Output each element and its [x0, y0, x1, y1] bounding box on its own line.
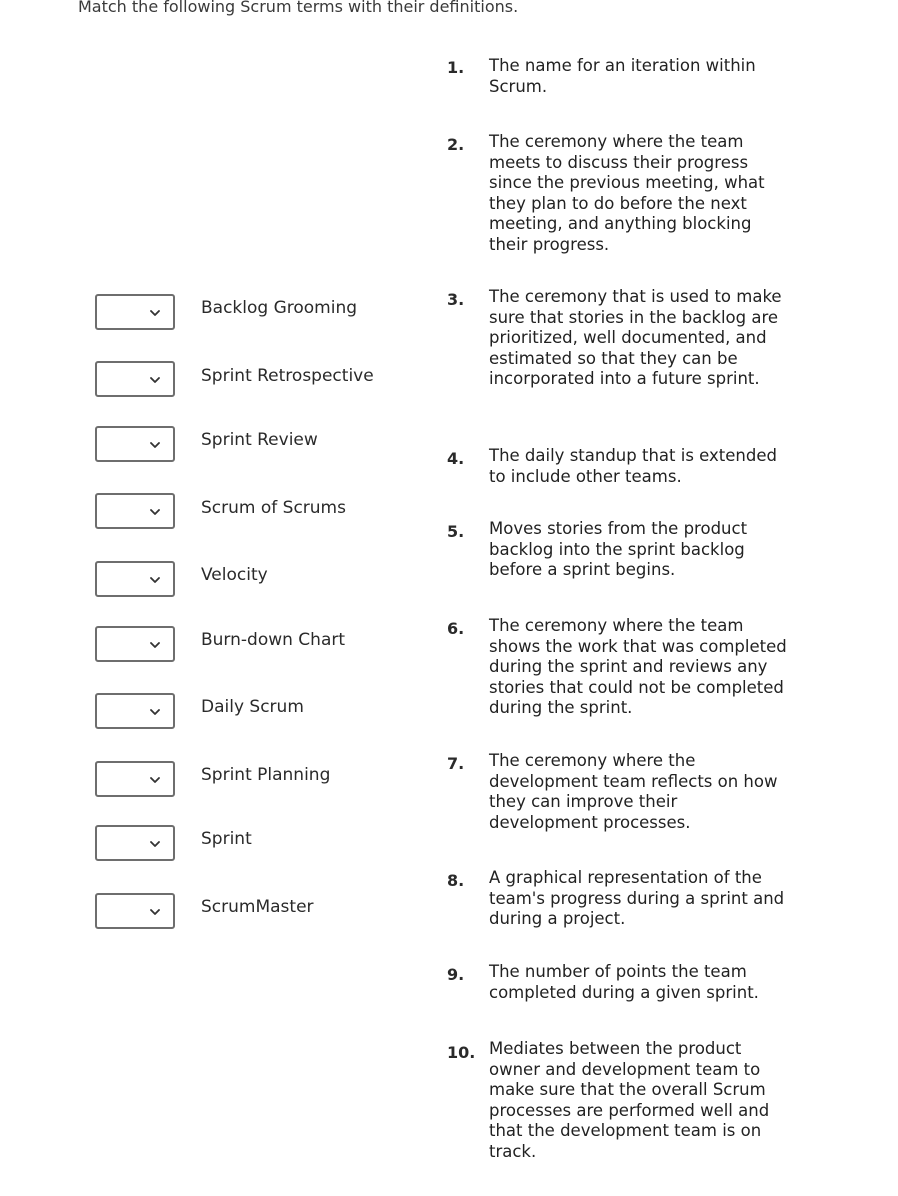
- term-label: Sprint Review: [201, 430, 318, 450]
- chevron-down-icon: [150, 377, 160, 383]
- definition-number: 10.: [447, 1043, 476, 1062]
- term-label: Sprint Retrospective: [201, 366, 374, 386]
- definition-number: 7.: [447, 754, 465, 773]
- definition-number: 5.: [447, 522, 465, 541]
- definition-number: 4.: [447, 449, 465, 468]
- term-label: Backlog Grooming: [201, 298, 358, 318]
- definition-text: The name for an iteration within Scrum.: [489, 56, 756, 96]
- definition-number: 6.: [447, 619, 465, 638]
- definition-text: The ceremony where the team shows the work that was completed during the sprint and reviews any stories that could not be completed during the sprint.: [489, 616, 787, 717]
- definition-text: The ceremony that is used to make sure that stories in the backlog are prioritized, well documented, and estimated so that they can be incorporated into a future sprint.: [489, 287, 782, 388]
- definition-text: The ceremony where the team meets to discuss their progress since the previous meeting, what they plan to do before the next meeting, and anything blocking their progress.: [489, 132, 765, 254]
- match-select-daily-scrum[interactable]: [95, 693, 175, 729]
- match-select-burn-down-chart[interactable]: [95, 626, 175, 662]
- definition-text: The daily standup that is extended to include other teams.: [489, 446, 777, 486]
- definition-text: The ceremony where the development team reflects on how they can improve their development processes.: [489, 751, 778, 832]
- chevron-down-icon: [150, 509, 160, 515]
- match-select-backlog-grooming[interactable]: [95, 294, 175, 330]
- definition-number: 3.: [447, 290, 465, 309]
- match-select-sprint-retrospective[interactable]: [95, 361, 175, 397]
- term-label: ScrumMaster: [201, 897, 314, 917]
- term-label: Scrum of Scrums: [201, 498, 346, 518]
- chevron-down-icon: [150, 642, 160, 648]
- definition-number: 1.: [447, 58, 465, 77]
- chevron-down-icon: [150, 577, 160, 583]
- term-label: Daily Scrum: [201, 697, 304, 717]
- definition-text: Mediates between the product owner and development team to make sure that the overall Scrum processes are performed well and that the development team is on track.: [489, 1039, 770, 1161]
- term-label: Burn-down Chart: [201, 630, 346, 650]
- definition-text: Moves stories from the product backlog into the sprint backlog before a sprint begins.: [489, 519, 748, 579]
- term-label: Velocity: [201, 565, 268, 585]
- definition-text: A graphical representation of the team's progress during a sprint and during a project.: [489, 868, 785, 928]
- definition-text: The number of points the team completed during a given sprint.: [489, 962, 759, 1002]
- match-select-sprint-planning[interactable]: [95, 761, 175, 797]
- term-label: Sprint: [201, 829, 252, 849]
- definition-number: 2.: [447, 135, 465, 154]
- match-select-scrum-of-scrums[interactable]: [95, 493, 175, 529]
- chevron-down-icon: [150, 709, 160, 715]
- definition-number: 8.: [447, 871, 465, 890]
- chevron-down-icon: [150, 841, 160, 847]
- match-select-velocity[interactable]: [95, 561, 175, 597]
- chevron-down-icon: [150, 442, 160, 448]
- instruction-text: Match the following Scrum terms with their definitions.: [78, 0, 519, 16]
- chevron-down-icon: [150, 909, 160, 915]
- match-select-scrummaster[interactable]: [95, 893, 175, 929]
- term-label: Sprint Planning: [201, 765, 331, 785]
- definition-number: 9.: [447, 965, 465, 984]
- chevron-down-icon: [150, 310, 160, 316]
- chevron-down-icon: [150, 777, 160, 783]
- match-select-sprint[interactable]: [95, 825, 175, 861]
- match-select-sprint-review[interactable]: [95, 426, 175, 462]
